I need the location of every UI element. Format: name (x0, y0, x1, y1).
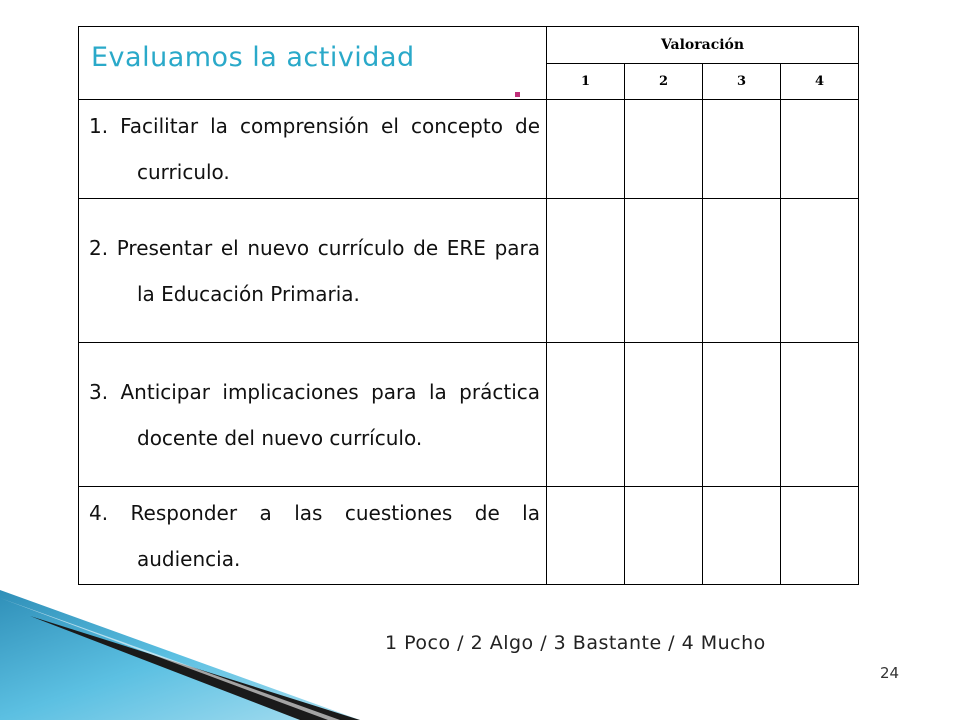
table-row (79, 343, 859, 487)
rating-cell-2-3[interactable] (703, 199, 781, 343)
rating-header: Valoración (547, 27, 859, 64)
rating-cell-1-1[interactable] (547, 100, 625, 199)
rating-cell-2-1[interactable] (547, 199, 625, 343)
rating-cell-2-2[interactable] (625, 199, 703, 343)
rating-cell-1-4[interactable] (781, 100, 859, 199)
accent-dot (515, 92, 520, 97)
rating-cell-2-4[interactable] (781, 199, 859, 343)
table-title-cell (79, 27, 547, 100)
scale-3: 3 (703, 64, 781, 100)
rating-cell-3-2[interactable] (625, 343, 703, 487)
rating-cell-4-2[interactable] (625, 487, 703, 585)
scale-1: 1 (547, 64, 625, 100)
rating-cell-4-1[interactable] (547, 487, 625, 585)
rating-cell-3-1[interactable] (547, 343, 625, 487)
rating-cell-3-3[interactable] (703, 343, 781, 487)
item-text: 4. Responder a las cuestiones de la audiencia. (79, 487, 547, 585)
rating-cell-1-3[interactable] (703, 100, 781, 199)
blue-wedge-shape (0, 590, 360, 720)
scale-2: 2 (625, 64, 703, 100)
rating-cell-1-2[interactable] (625, 100, 703, 199)
rating-legend: 1 Poco / 2 Algo / 3 Bastante / 4 Mucho (385, 632, 766, 654)
item-text: 2. Presentar el nuevo currículo de ERE para la Educación Primaria. (79, 199, 547, 343)
page-number: 24 (880, 664, 900, 682)
rating-cell-3-4[interactable] (781, 343, 859, 487)
table-row (79, 487, 859, 585)
scale-4: 4 (781, 64, 859, 100)
table-row (79, 199, 859, 343)
table-title: Evaluamos la actividad (91, 41, 415, 73)
rating-cell-4-3[interactable] (703, 487, 781, 585)
header-row (79, 27, 859, 64)
item-text: 1. Facilitar la comprensión el concepto de curriculo. (79, 100, 547, 199)
evaluation-table (78, 26, 859, 585)
decorative-wedge (0, 590, 400, 720)
table-row (79, 100, 859, 199)
item-text: 3. Anticipar implicaciones para la práctica docente del nuevo currículo. (79, 343, 547, 487)
rating-cell-4-4[interactable] (781, 487, 859, 585)
